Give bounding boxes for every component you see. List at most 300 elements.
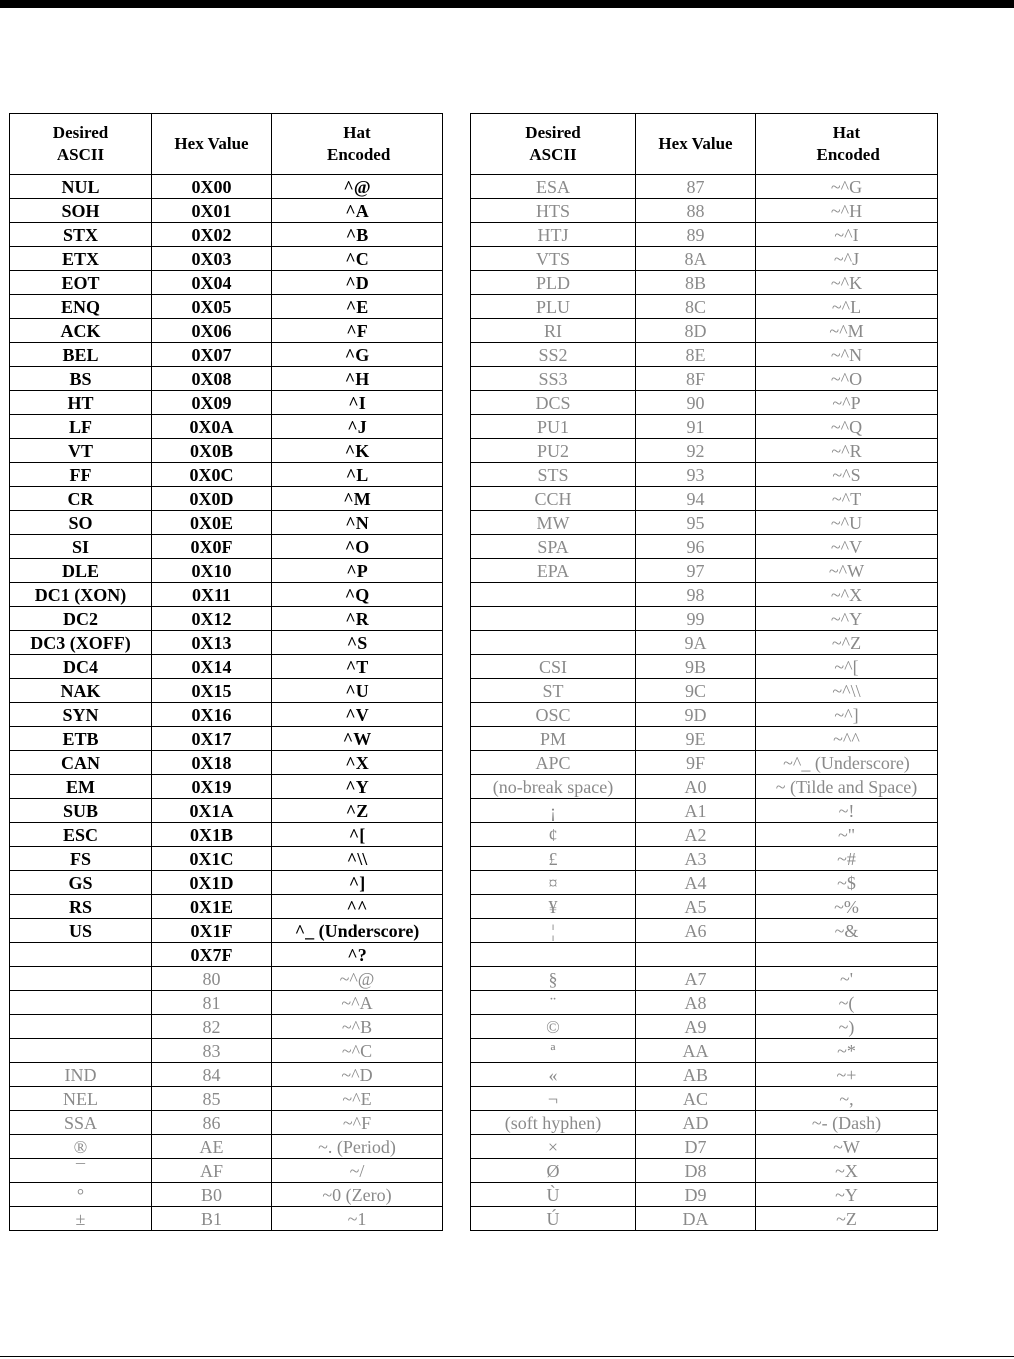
- hex-value-cell: 0X0C: [152, 463, 272, 487]
- desired-ascii-cell: [10, 1015, 152, 1039]
- hex-value-cell: 89: [636, 223, 756, 247]
- table-row: [471, 199, 938, 223]
- hat-encoded-cell: ^B: [272, 223, 443, 247]
- desired-ascii-cell: PU1: [471, 415, 636, 439]
- hex-value-cell: D8: [636, 1159, 756, 1183]
- table-row: [10, 463, 443, 487]
- desired-ascii-cell: CR: [10, 487, 152, 511]
- hat-encoded-cell: ~^R: [756, 439, 938, 463]
- table-row: [471, 535, 938, 559]
- table-row: [10, 1207, 443, 1231]
- desired-ascii-cell: ¯: [10, 1159, 152, 1183]
- hat-encoded-cell: ^N: [272, 511, 443, 535]
- desired-ascii-cell: ESC: [10, 823, 152, 847]
- hat-encoded-cell: ~^X: [756, 583, 938, 607]
- desired-ascii-cell: ±: [10, 1207, 152, 1231]
- desired-ascii-cell: §: [471, 967, 636, 991]
- hat-encoded-cell: ~#: [756, 847, 938, 871]
- hex-value-cell: 8E: [636, 343, 756, 367]
- hat-encoded-cell: ~^A: [272, 991, 443, 1015]
- desired-ascii-cell: SOH: [10, 199, 152, 223]
- hat-encoded-cell: ^H: [272, 367, 443, 391]
- hex-value-cell: 0X08: [152, 367, 272, 391]
- table-row: [10, 439, 443, 463]
- hat-encoded-cell: ~^E: [272, 1087, 443, 1111]
- desired-ascii-cell: CCH: [471, 487, 636, 511]
- hat-encoded-cell: ^D: [272, 271, 443, 295]
- hat-encoded-cell: ~^@: [272, 967, 443, 991]
- header-row: [10, 114, 443, 175]
- hat-encoded-cell: ~^Z: [756, 631, 938, 655]
- table-row: [471, 679, 938, 703]
- hat-encoded-cell: ~W: [756, 1135, 938, 1159]
- table-row: [10, 1111, 443, 1135]
- desired-ascii-cell: ¨: [471, 991, 636, 1015]
- desired-ascii-cell: OSC: [471, 703, 636, 727]
- table-row: [10, 271, 443, 295]
- hat-encoded-cell: ~^H: [756, 199, 938, 223]
- hex-value-cell: 92: [636, 439, 756, 463]
- desired-ascii-cell: [10, 943, 152, 967]
- hat-encoded-cell: ~^D: [272, 1063, 443, 1087]
- hex-value-cell: 98: [636, 583, 756, 607]
- hex-value-cell: 0X04: [152, 271, 272, 295]
- hat-encoded-cell: ~$: [756, 871, 938, 895]
- desired-ascii-cell: SO: [10, 511, 152, 535]
- hex-value-cell: 86: [152, 1111, 272, 1135]
- table-row: [471, 1039, 938, 1063]
- hex-value-cell: 80: [152, 967, 272, 991]
- hat-encoded-cell: ~^T: [756, 487, 938, 511]
- hat-encoded-cell: ^L: [272, 463, 443, 487]
- hat-encoded-cell: ~1: [272, 1207, 443, 1231]
- hat-encoded-cell: ^X: [272, 751, 443, 775]
- hat-encoded-cell: ^^: [272, 895, 443, 919]
- hat-encoded-cell: ~(: [756, 991, 938, 1015]
- hex-value-cell: 0X17: [152, 727, 272, 751]
- hat-encoding-table-right: [470, 113, 938, 1231]
- table-row: [10, 967, 443, 991]
- hat-encoded-cell: ^Q: [272, 583, 443, 607]
- hex-value-cell: A5: [636, 895, 756, 919]
- desired-ascii-cell: DCS: [471, 391, 636, 415]
- hex-value-cell: 82: [152, 1015, 272, 1039]
- table-row: [10, 535, 443, 559]
- table-row: [10, 223, 443, 247]
- hex-value-cell: 97: [636, 559, 756, 583]
- hat-encoded-cell: ~+: [756, 1063, 938, 1087]
- desired-ascii-cell: ª: [471, 1039, 636, 1063]
- desired-ascii-cell: ¤: [471, 871, 636, 895]
- hat-encoded-cell: ~^I: [756, 223, 938, 247]
- header-hex-value: Hex Value: [636, 114, 756, 175]
- table-row: [471, 631, 938, 655]
- hat-encoded-cell: ~&: [756, 919, 938, 943]
- table-row: [471, 751, 938, 775]
- hex-value-cell: 0X15: [152, 679, 272, 703]
- hex-value-cell: B1: [152, 1207, 272, 1231]
- hat-encoded-cell: ^W: [272, 727, 443, 751]
- table-row: [10, 991, 443, 1015]
- table-row: [471, 943, 938, 967]
- desired-ascii-cell: ESA: [471, 175, 636, 199]
- table-row: [10, 871, 443, 895]
- hex-value-cell: AE: [152, 1135, 272, 1159]
- desired-ascii-cell: STS: [471, 463, 636, 487]
- hex-value-cell: 99: [636, 607, 756, 631]
- hex-value-cell: A7: [636, 967, 756, 991]
- hat-encoded-cell: ~0 (Zero): [272, 1183, 443, 1207]
- hat-encoded-cell: ^S: [272, 631, 443, 655]
- desired-ascii-cell: HTS: [471, 199, 636, 223]
- hat-encoded-cell: ~^]: [756, 703, 938, 727]
- table-row: [10, 583, 443, 607]
- desired-ascii-cell: SS3: [471, 367, 636, 391]
- hex-value-cell: 93: [636, 463, 756, 487]
- hex-value-cell: DA: [636, 1207, 756, 1231]
- hex-value-cell: AA: [636, 1039, 756, 1063]
- desired-ascii-cell: VTS: [471, 247, 636, 271]
- hex-value-cell: AF: [152, 1159, 272, 1183]
- table-row: [471, 439, 938, 463]
- desired-ascii-cell: EOT: [10, 271, 152, 295]
- hat-encoded-cell: ~^M: [756, 319, 938, 343]
- table-row: [471, 295, 938, 319]
- hat-encoded-cell: ~ (Tilde and Space): [756, 775, 938, 799]
- table-row: [10, 727, 443, 751]
- hex-value-cell: 0X1D: [152, 871, 272, 895]
- hex-value-cell: 87: [636, 175, 756, 199]
- header-desired-ascii: Desired ASCII: [10, 114, 152, 175]
- hex-value-cell: A2: [636, 823, 756, 847]
- hat-encoded-cell: ^@: [272, 175, 443, 199]
- hex-value-cell: 0X0F: [152, 535, 272, 559]
- hat-encoded-cell: ~^_ (Underscore): [756, 751, 938, 775]
- desired-ascii-cell: ST: [471, 679, 636, 703]
- table-row: [471, 967, 938, 991]
- desired-ascii-cell: [10, 1039, 152, 1063]
- hex-value-cell: 0X09: [152, 391, 272, 415]
- hat-encoded-cell: ~^S: [756, 463, 938, 487]
- table-row: [471, 319, 938, 343]
- hat-encoded-cell: ~": [756, 823, 938, 847]
- desired-ascii-cell: ACK: [10, 319, 152, 343]
- table-row: [10, 343, 443, 367]
- desired-ascii-cell: IND: [10, 1063, 152, 1087]
- hat-encoded-cell: ^Y: [272, 775, 443, 799]
- desired-ascii-cell: MW: [471, 511, 636, 535]
- table-row: [10, 751, 443, 775]
- desired-ascii-cell: ®: [10, 1135, 152, 1159]
- desired-ascii-cell: PLU: [471, 295, 636, 319]
- hex-value-cell: 0X1E: [152, 895, 272, 919]
- hex-value-cell: 0X03: [152, 247, 272, 271]
- hex-value-cell: 8D: [636, 319, 756, 343]
- table-row: [471, 583, 938, 607]
- desired-ascii-cell: ¦: [471, 919, 636, 943]
- desired-ascii-cell: DC3 (XOFF): [10, 631, 152, 655]
- hat-encoded-cell: ~^G: [756, 175, 938, 199]
- hex-value-cell: 9A: [636, 631, 756, 655]
- desired-ascii-cell: RS: [10, 895, 152, 919]
- hex-value-cell: 9D: [636, 703, 756, 727]
- hex-value-cell: 9B: [636, 655, 756, 679]
- table-row: [471, 559, 938, 583]
- table-row: [471, 1063, 938, 1087]
- hat-encoded-cell: ^G: [272, 343, 443, 367]
- hex-value-cell: A6: [636, 919, 756, 943]
- table-row: [10, 367, 443, 391]
- desired-ascii-cell: [471, 943, 636, 967]
- hex-value-cell: 8B: [636, 271, 756, 295]
- hat-encoded-cell: ~^O: [756, 367, 938, 391]
- desired-ascii-cell: (soft hyphen): [471, 1111, 636, 1135]
- hat-encoded-cell: ^K: [272, 439, 443, 463]
- hex-value-cell: 9F: [636, 751, 756, 775]
- desired-ascii-cell: ¢: [471, 823, 636, 847]
- desired-ascii-cell: £: [471, 847, 636, 871]
- hex-value-cell: 0X0D: [152, 487, 272, 511]
- table-row: [10, 487, 443, 511]
- hat-encoding-table-left: [9, 113, 443, 1231]
- desired-ascii-cell: ©: [471, 1015, 636, 1039]
- table-row: [471, 655, 938, 679]
- table-row: [10, 319, 443, 343]
- desired-ascii-cell: FF: [10, 463, 152, 487]
- hat-encoded-cell: ~^J: [756, 247, 938, 271]
- desired-ascii-cell: SYN: [10, 703, 152, 727]
- top-rule: [0, 0, 1014, 8]
- hat-encoded-cell: ~^L: [756, 295, 938, 319]
- desired-ascii-cell: SS2: [471, 343, 636, 367]
- hex-value-cell: A3: [636, 847, 756, 871]
- table-row: [10, 1087, 443, 1111]
- table-row: [10, 1159, 443, 1183]
- table-row: [10, 1015, 443, 1039]
- hex-value-cell: 0X05: [152, 295, 272, 319]
- hat-encoded-cell: ^O: [272, 535, 443, 559]
- table-row: [471, 895, 938, 919]
- hat-encoded-cell: ~^N: [756, 343, 938, 367]
- desired-ascii-cell: DLE: [10, 559, 152, 583]
- table-row: [471, 415, 938, 439]
- hat-encoded-cell: ^J: [272, 415, 443, 439]
- hat-encoded-cell: ^C: [272, 247, 443, 271]
- hat-encoded-cell: ^I: [272, 391, 443, 415]
- hex-value-cell: 9C: [636, 679, 756, 703]
- hex-value-cell: 83: [152, 1039, 272, 1063]
- hat-encoded-cell: ~^\\: [756, 679, 938, 703]
- table-row: [10, 703, 443, 727]
- table-row: [10, 823, 443, 847]
- table-row: [471, 799, 938, 823]
- desired-ascii-cell: [471, 631, 636, 655]
- table-row: [471, 775, 938, 799]
- desired-ascii-cell: SSA: [10, 1111, 152, 1135]
- hex-value-cell: 0X10: [152, 559, 272, 583]
- hex-value-cell: A8: [636, 991, 756, 1015]
- hex-value-cell: 81: [152, 991, 272, 1015]
- hat-encoded-cell: ~Y: [756, 1183, 938, 1207]
- table-row: [10, 943, 443, 967]
- hex-value-cell: 0X18: [152, 751, 272, 775]
- hex-value-cell: 8F: [636, 367, 756, 391]
- hat-encoded-cell: ^[: [272, 823, 443, 847]
- desired-ascii-cell: SPA: [471, 535, 636, 559]
- table-row: [10, 679, 443, 703]
- hex-value-cell: 0X13: [152, 631, 272, 655]
- table-row: [471, 391, 938, 415]
- desired-ascii-cell: «: [471, 1063, 636, 1087]
- table-row: [10, 247, 443, 271]
- desired-ascii-cell: PLD: [471, 271, 636, 295]
- hex-value-cell: A4: [636, 871, 756, 895]
- table-row: [10, 199, 443, 223]
- hat-encoded-cell: ^\\: [272, 847, 443, 871]
- header-desired-ascii: Desired ASCII: [471, 114, 636, 175]
- desired-ascii-cell: ¡: [471, 799, 636, 823]
- desired-ascii-cell: DC2: [10, 607, 152, 631]
- desired-ascii-cell: BEL: [10, 343, 152, 367]
- table-row: [471, 823, 938, 847]
- hex-value-cell: A9: [636, 1015, 756, 1039]
- table-row: [471, 487, 938, 511]
- hex-value-cell: 8C: [636, 295, 756, 319]
- hex-value-cell: 0X11: [152, 583, 272, 607]
- table-body: [471, 175, 938, 1231]
- table-row: [471, 271, 938, 295]
- hex-value-cell: A1: [636, 799, 756, 823]
- desired-ascii-cell: ENQ: [10, 295, 152, 319]
- hex-value-cell: A0: [636, 775, 756, 799]
- hex-value-cell: 0X1F: [152, 919, 272, 943]
- table-row: [10, 895, 443, 919]
- hex-value-cell: 0X1B: [152, 823, 272, 847]
- hex-value-cell: 0X06: [152, 319, 272, 343]
- table-row: [471, 607, 938, 631]
- table-row: [471, 343, 938, 367]
- desired-ascii-cell: APC: [471, 751, 636, 775]
- hat-encoded-cell: ~^P: [756, 391, 938, 415]
- table-row: [10, 295, 443, 319]
- table-row: [471, 511, 938, 535]
- desired-ascii-cell: [471, 607, 636, 631]
- desired-ascii-cell: US: [10, 919, 152, 943]
- hex-value-cell: 0X00: [152, 175, 272, 199]
- hex-value-cell: 90: [636, 391, 756, 415]
- table-row: [10, 1063, 443, 1087]
- hex-value-cell: 0X07: [152, 343, 272, 367]
- table-row: [10, 631, 443, 655]
- hex-value-cell: 85: [152, 1087, 272, 1111]
- hat-encoded-cell: ^A: [272, 199, 443, 223]
- table-row: [471, 847, 938, 871]
- desired-ascii-cell: GS: [10, 871, 152, 895]
- table-body: [10, 175, 443, 1231]
- desired-ascii-cell: EM: [10, 775, 152, 799]
- hat-encoded-cell: ^?: [272, 943, 443, 967]
- hex-value-cell: 0X16: [152, 703, 272, 727]
- desired-ascii-cell: °: [10, 1183, 152, 1207]
- hex-value-cell: 0X0E: [152, 511, 272, 535]
- table-row: [10, 1039, 443, 1063]
- desired-ascii-cell: [471, 583, 636, 607]
- table-row: [10, 1135, 443, 1159]
- hex-value-cell: 0X12: [152, 607, 272, 631]
- hex-value-cell: 91: [636, 415, 756, 439]
- desired-ascii-cell: CAN: [10, 751, 152, 775]
- table-row: [471, 871, 938, 895]
- hat-encoded-cell: ~^U: [756, 511, 938, 535]
- hat-encoded-cell: ^M: [272, 487, 443, 511]
- table-row: [471, 247, 938, 271]
- desired-ascii-cell: Ù: [471, 1183, 636, 1207]
- table-row: [471, 991, 938, 1015]
- desired-ascii-cell: DC1 (XON): [10, 583, 152, 607]
- table-row: [10, 847, 443, 871]
- hex-value-cell: AC: [636, 1087, 756, 1111]
- hat-encoded-cell: ~^Q: [756, 415, 938, 439]
- desired-ascii-cell: BS: [10, 367, 152, 391]
- table-row: [10, 391, 443, 415]
- desired-ascii-cell: SUB: [10, 799, 152, 823]
- table-row: [10, 559, 443, 583]
- hat-encoded-cell: [756, 943, 938, 967]
- table-row: [471, 1015, 938, 1039]
- header-row: [471, 114, 938, 175]
- hex-value-cell: 0X1A: [152, 799, 272, 823]
- desired-ascii-cell: PM: [471, 727, 636, 751]
- hat-encoded-cell: ^U: [272, 679, 443, 703]
- hex-value-cell: 0X14: [152, 655, 272, 679]
- hat-encoded-cell: ~^C: [272, 1039, 443, 1063]
- hat-encoded-cell: ~^V: [756, 535, 938, 559]
- table-row: [471, 703, 938, 727]
- hex-value-cell: 0X02: [152, 223, 272, 247]
- table-row: [471, 1111, 938, 1135]
- hex-value-cell: 0X01: [152, 199, 272, 223]
- desired-ascii-cell: EPA: [471, 559, 636, 583]
- hat-encoded-cell: ~*: [756, 1039, 938, 1063]
- table-row: [471, 223, 938, 247]
- desired-ascii-cell: (no-break space): [471, 775, 636, 799]
- hat-encoded-cell: ~': [756, 967, 938, 991]
- bottom-rule: [0, 1356, 1014, 1357]
- desired-ascii-cell: [10, 991, 152, 1015]
- table-row: [471, 367, 938, 391]
- hat-encoded-cell: ^F: [272, 319, 443, 343]
- hex-value-cell: D9: [636, 1183, 756, 1207]
- table-row: [10, 175, 443, 199]
- desired-ascii-cell: Ø: [471, 1159, 636, 1183]
- hat-encoded-cell: ^V: [272, 703, 443, 727]
- hex-value-cell: 0X1C: [152, 847, 272, 871]
- desired-ascii-cell: Ú: [471, 1207, 636, 1231]
- desired-ascii-cell: ×: [471, 1135, 636, 1159]
- hex-value-cell: 0X19: [152, 775, 272, 799]
- hat-encoded-cell: ^R: [272, 607, 443, 631]
- table-row: [471, 175, 938, 199]
- hat-encoded-cell: ^P: [272, 559, 443, 583]
- desired-ascii-cell: CSI: [471, 655, 636, 679]
- desired-ascii-cell: NEL: [10, 1087, 152, 1111]
- hex-value-cell: 88: [636, 199, 756, 223]
- hat-encoded-cell: ~Z: [756, 1207, 938, 1231]
- header-hat-encoded: Hat Encoded: [272, 114, 443, 175]
- hat-encoded-cell: ^]: [272, 871, 443, 895]
- hex-value-cell: 84: [152, 1063, 272, 1087]
- desired-ascii-cell: DC4: [10, 655, 152, 679]
